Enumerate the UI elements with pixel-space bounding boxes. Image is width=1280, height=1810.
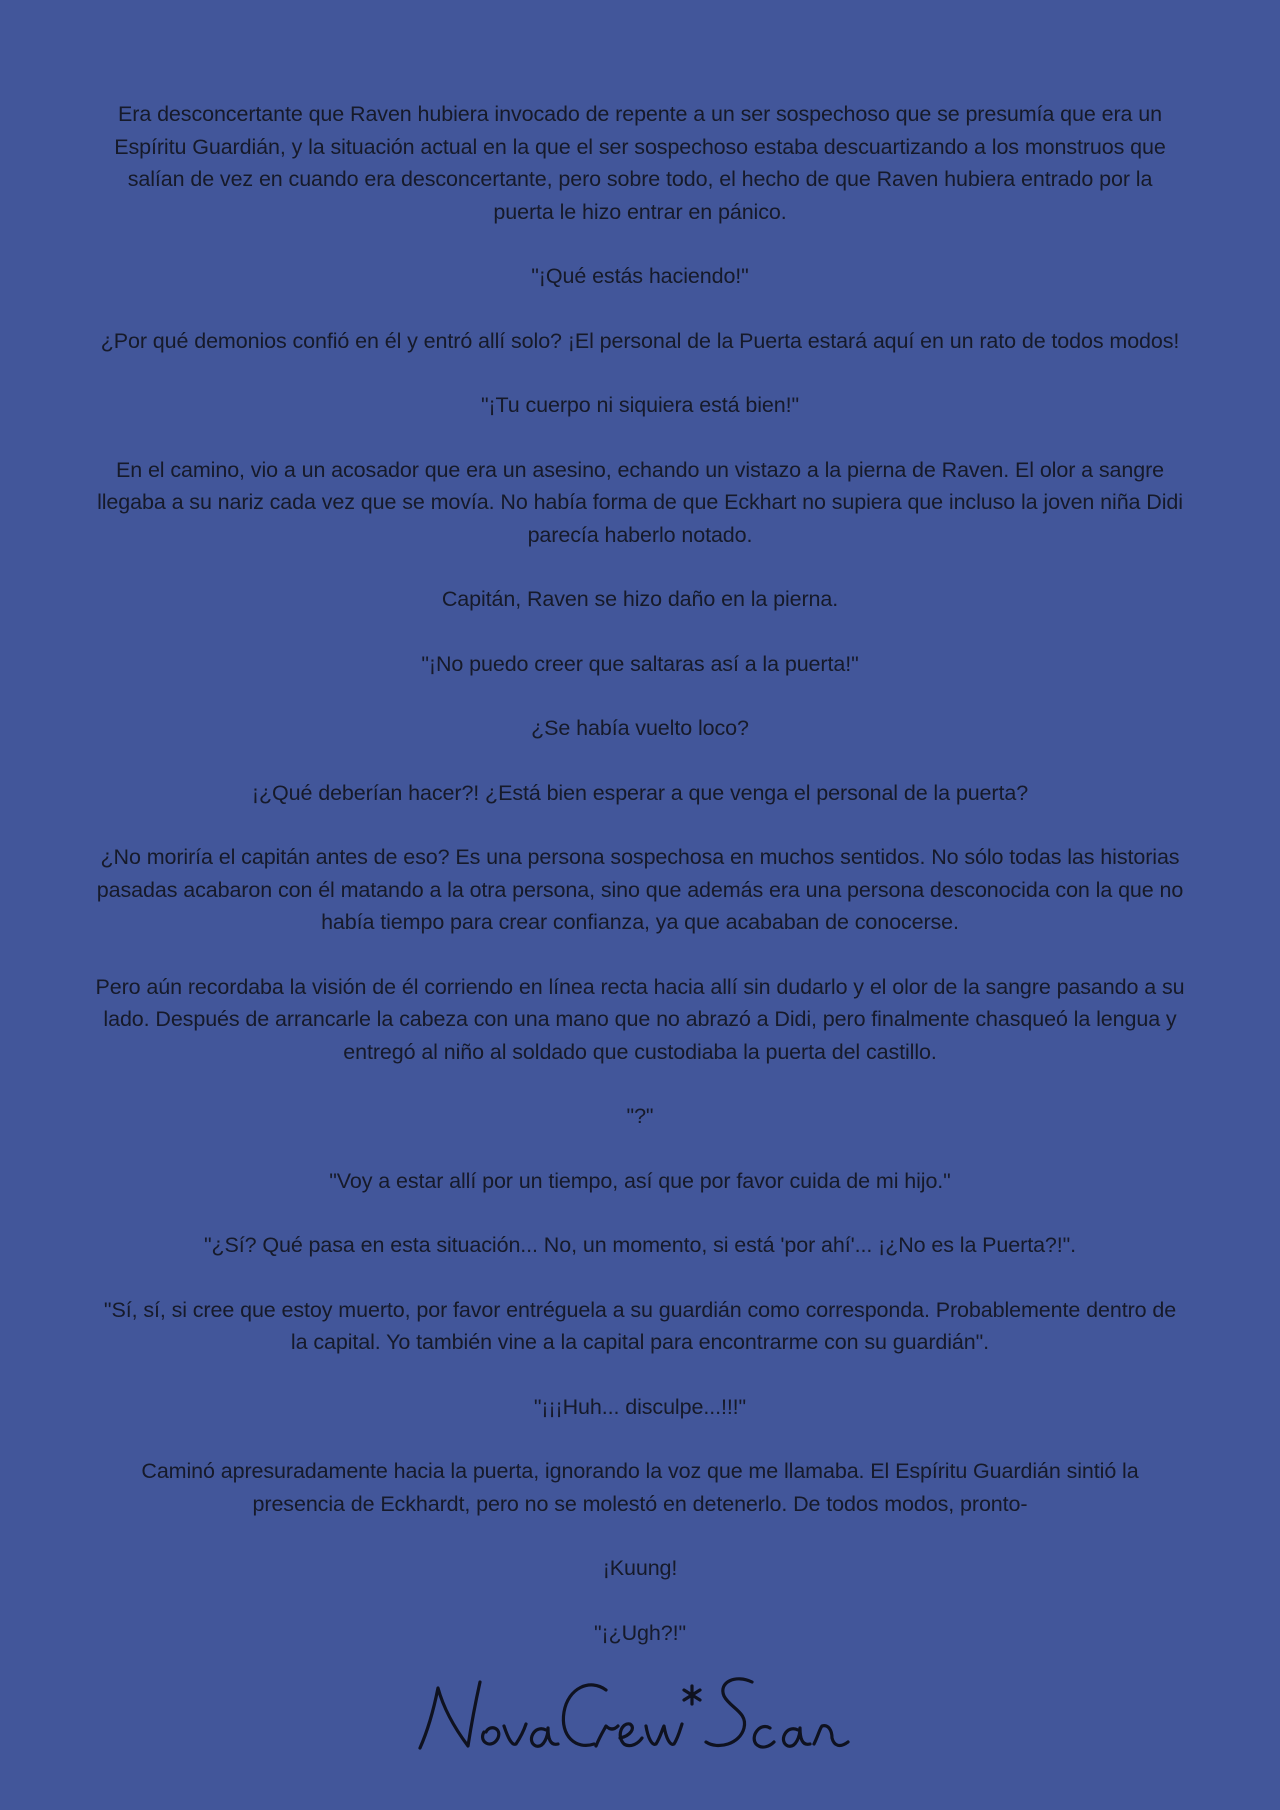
paragraph: Pero aún recordaba la visión de él corriendo en línea recta hacia allí sin dudarlo y el olor de la sangre pasando a su lado. Después de arrancarle la cabeza con una mano que no abrazó a Didi, pero finalmente chasqueó la lengua y entregó al niño al soldado que custodiaba la puerta del castillo.: [95, 974, 1185, 1064]
paragraph: "¡¡¡Huh... disculpe...!!!": [533, 1394, 747, 1419]
paragraph: "¡Qué estás haciendo!": [531, 264, 749, 288]
paragraph: ¿Por qué demonios confió en él y entró allí solo? ¡El personal de la Puerta estará aquí en un rato de todos modos!: [100, 328, 1180, 353]
paragraph: Era desconcertante que Raven hubiera invocado de repente a un ser sospechoso que se presumía que era un Espíritu Guardián, y la situación actual en la que el ser sospechoso estaba descuartizando a los monstruos que salían de vez en cuando era desconcertante, pero sobre todo, el hecho de que Raven hubiera entrado por la puerta le hizo entrar en pánico.: [114, 102, 1166, 224]
paragraph: "¡No puedo creer que saltaras así a la puerta!": [421, 651, 859, 676]
paragraph: "¡Tu cuerpo ni siquiera está bien!": [480, 393, 800, 417]
paragraph: "Sí, sí, si cree que estoy muerto, por favor entréguela a su guardián como corresponda. Probablemente dentro de la capital. Yo también vine a la capital para encontrarme con su guardián".: [103, 1297, 1177, 1354]
paragraph: "Voy a estar allí por un tiempo, así que por favor cuida de mi hijo.": [329, 1168, 951, 1193]
paragraph: ¡¿Qué deberían hacer?! ¿Está bien esperar a que venga el personal de la puerta?: [251, 780, 1029, 805]
paragraph: "?": [626, 1104, 654, 1128]
paragraph: "¿Sí? Qué pasa en esta situación... No, un momento, si está 'por ahí'... ¡¿No es la Puerta?!".: [203, 1233, 1077, 1257]
paragraph: ¿Se había vuelto loco?: [531, 716, 749, 740]
paragraph: "¡¿Ugh?!": [593, 1620, 687, 1645]
paragraph: Capitán, Raven se hizo daño en la pierna.: [441, 587, 839, 611]
translation-text: [95, 98, 1185, 1681]
paragraph: ¡Kuung!: [602, 1556, 678, 1580]
paragraph: Caminó apresuradamente hacia la puerta, ignorando la voz que me llamaba. El Espíritu Guardián sintió la presencia de Eckhardt, pero no se molestó en detenerlo. De todos modos, pronto-: [141, 1459, 1139, 1516]
watermark-signature: [400, 1660, 880, 1770]
paragraph: En el camino, vio a un acosador que era un asesino, echando un vistazo a la pierna de Raven. El olor a sangre llegaba a su nariz cada vez que se movía. No había forma de que Eckhart no supiera que incluso la joven niña Didi parecía haberlo notado.: [97, 457, 1183, 547]
paragraph: ¿No moriría el capitán antes de eso? Es una persona sospechosa en muchos sentidos. No sólo todas las historias pasadas acabaron con él matando a la otra persona, sino que además era una persona desconocida con la que no había tiempo para crear confianza, ya que acababan de conocerse.: [96, 845, 1184, 934]
